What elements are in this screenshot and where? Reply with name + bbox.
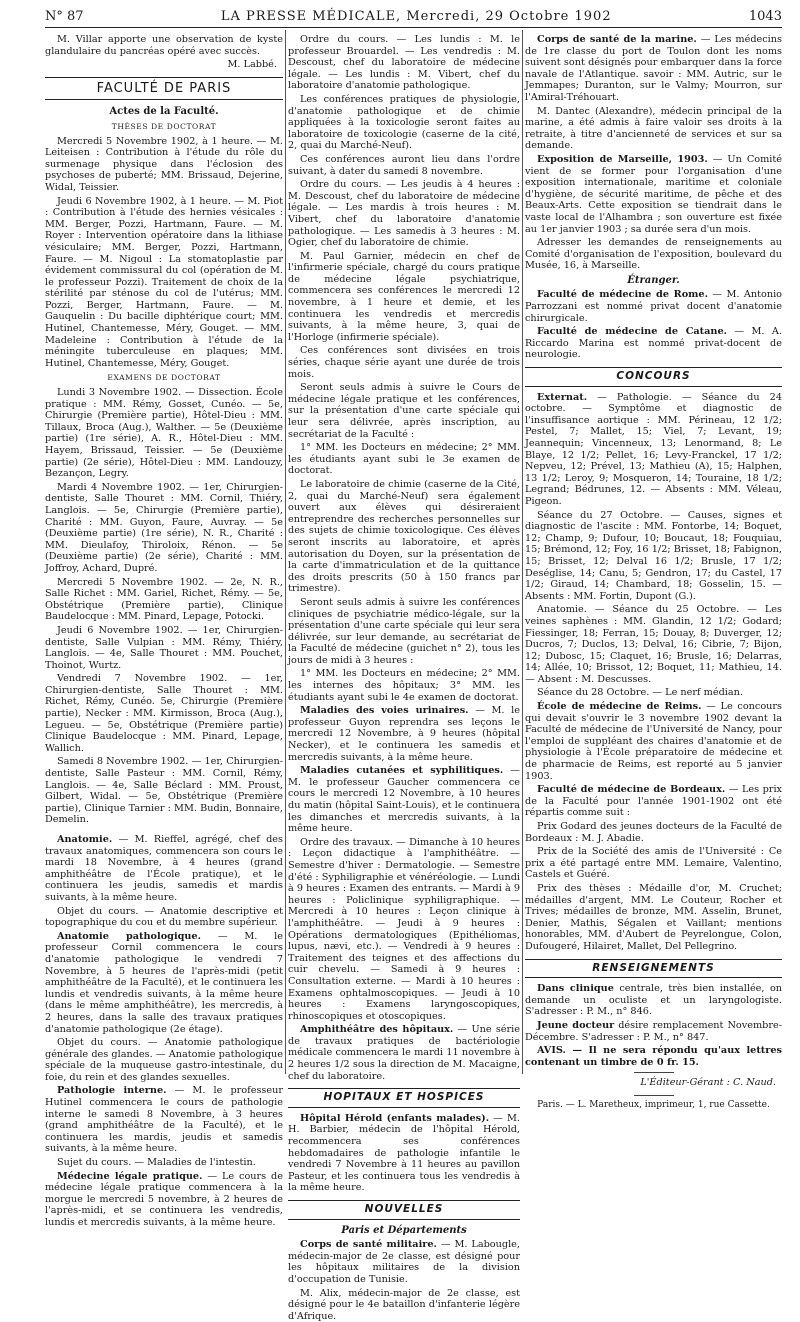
article-lead: Faculté de médecine de Catane. bbox=[537, 326, 728, 338]
separator bbox=[634, 1095, 674, 1096]
course-text: — M. le professeur Hutinel commencera le cours de pathologie interne le samedi 8 Novembre, à 3 heures (grand amphithéâtre de la Faculté), et le continuera les mardis, jeudis et samedis suivants, à la même heure. bbox=[45, 1085, 283, 1155]
concours-paragraph bbox=[525, 392, 782, 508]
thesis-paragraph: Jeudi 6 Novembre 1902, à 1 heure. — M. Piot : Contribution à l'étude des hernies vésicales : MM. Berger, Pozzi, Hartmann, Faure. — M. Royer : Intervention opératoire dans la lithiase vésiculaire; MM. Berger, Pozzi, Hartmann, Faure. — M. Nigoul : La stomatoplastie par évidement commissural du col (opération de M. le professeur Pozzi). Traitement de choix de la stérilité par sténose du col de l'utérus; MM. Pozzi, Berger, Hartmann, Faure. — M. Gauquelin : Du bacille diphtérique court; MM. Hutinel, Chantemesse, Méry, Gouget. — MM. Madeleine : Contribution à l'étude de la méningite tuberculeuse en plaques; MM. Hutinel, Chantemesse, Méry, Gouget. bbox=[45, 195, 283, 369]
theses-list bbox=[45, 136, 283, 370]
article-paragraph: Le laboratoire de chimie (caserne de la Cité, 2, quai du Marché-Neuf) sera également ouvert aux élèves qui désireraient entreprendre des recherches personnelles sur des sujets de chimie toxicologique. Ces élèves seront inscrits au laboratoire, et après autorisation du Doyen, sur la présentation de la carte d'immatriculation et de la quittance des droits prescrits (50 à 150 francs par trimestre). bbox=[288, 478, 520, 595]
thesis-paragraph: Mercredi 5 Novembre 1902, à 1 heure. — M. Leiteisen : Contribution à l'étude du rôle du surmenage physique dans l'éclosion des psychoses de puberté; MM. Brissaud, Dejerine, Widal, Teissier. bbox=[45, 135, 283, 193]
course-lead: Pathologie interne. bbox=[57, 1085, 167, 1097]
article-paragraph bbox=[288, 765, 520, 835]
article-text: — M. le professeur Gaucher commencera ce cours le mercredi 12 Novembre, à 10 heures du matin (hôpital Saint-Louis), et le continuera les dimanches et mercredis suivants, à la même heure. bbox=[288, 765, 520, 835]
hospitals-heading: HOPITAUX ET HOSPICES bbox=[288, 1088, 520, 1108]
notice-paragraph bbox=[525, 1045, 782, 1068]
exam-paragraph: Mercredi 5 Novembre 1902. — 2e, N. R., Salle Richet : MM. Gariel, Richet, Rémy. — 5e, Obstétrique (Première partie), Clinique Baudelocque : MM. Pinard, Lepage, Potocki. bbox=[45, 576, 283, 623]
folio-number: 1043 bbox=[748, 8, 782, 24]
article-paragraph bbox=[288, 705, 520, 763]
article-paragraph: M. Paul Garnier, médecin en chef de l'infirmerie spéciale, chargé du cours pratique de médecine légale psychiatrique, commencera ses conférences le mercredi 12 novembre, à 1 heure et demie, et les continuera les vendredis et mercredis suivants, à la même heure, 3, quai de l'Horloge (infirmerie spéciale). bbox=[288, 250, 520, 343]
article-lead: Amphithéâtre des hôpitaux. bbox=[300, 1024, 454, 1036]
article-text: — Une série de travaux pratiques de bactériologie médicale commencera le mardi 11 novembre à 2 heures 1/2 sous la direction de M. Macaigne, chef du laboratoire. bbox=[288, 1024, 520, 1082]
concours-paragraph bbox=[525, 784, 782, 819]
printer-line: Paris. — L. Maretheux, imprimeur, 1, rue Cassette. bbox=[537, 1099, 770, 1110]
herold-paragraph bbox=[288, 1113, 520, 1194]
ad-paragraph bbox=[525, 983, 782, 1018]
news-paragraph bbox=[525, 154, 782, 235]
article-paragraph: Ces conférences auront lieu dans l'ordre suivant, à dater du samedi 8 novembre. bbox=[288, 153, 520, 177]
concours-paragraph bbox=[525, 701, 782, 782]
course-lead: Anatomie. bbox=[57, 834, 113, 845]
course-paragraph bbox=[45, 834, 283, 904]
article-lead: Dans clinique bbox=[537, 983, 614, 995]
concours-paragraph: Prix de la Société des amis de l'Université : Ce prix a été partagé entre MM. Lemaire, Valentino, Castels et Guéré. bbox=[525, 846, 782, 881]
article-lead: Maladies cutanées et syphilitiques. bbox=[300, 765, 504, 777]
article-text: désire remplacement Novembre-Décembre. S'adresser : P. M., n° 847. bbox=[525, 1019, 782, 1043]
article-paragraph: Ces conférences sont divisées en trois séries, chaque série ayant une durée de trois mois. bbox=[288, 345, 520, 380]
article-text: — M. Antonio Parrozzani est nommé privat docent d'anatomie chirurgicale. bbox=[525, 289, 783, 324]
separator bbox=[634, 1072, 674, 1073]
exams-heading: EXAMENS DE DOCTORAT bbox=[107, 373, 221, 383]
article-text: — Pathologie. — Séance du 24 octobre. — Symptôme et diagnostic de l'insuffisance aortique : MM. Périneau, 12 1/2; Pestel, 7; Mallet, 15; Viel, 7; Levant, 19; Jeannequin; Vincenneux, 13; Lenormand, 8; Le Blaye, 12 1/2; Pellet, 16; Levy-Franckel, 17 1/2; Nepveu, 12; Prével, 13; Mathieu (A), 15; Halphen, 13 1/2; Leroy, 9; Mosqueron, 14; Touraine, 18 1/2; Legrand; Bédrunes, 12. — Absents : MM. Véleau, Pigeon. bbox=[525, 391, 782, 507]
article-paragraph: 1° MM. les Docteurs en médecine; 2° MM. les internes des hôpitaux; 3° MM. les étudiants ayant subi le 4e examen de doctorat. bbox=[288, 668, 520, 703]
article-lead: Faculté de médecine de Rome. bbox=[537, 289, 708, 301]
news-heading: NOUVELLES bbox=[288, 1200, 520, 1220]
article-text: centrale, très bien installée, on demande un oculiste et un laryngologiste. S'adresser : P. M., n° 846. bbox=[525, 983, 783, 1018]
exams-list bbox=[45, 387, 283, 826]
article-text: — M. Labougle, médecin-major de 2e classe, est désigné pour les hôpitaux militaires de la division d'occupation de Tunisie. bbox=[288, 1239, 520, 1285]
exam-paragraph: Vendredi 7 Novembre 1902. — 1er, Chirurgien-dentiste, Salle Thouret : MM. Richet, Rémy, Cunéo. 5e, Chirurgie (Première partie), Necker : MM. Kirmisson, Broca (Aug.), Legueu. — 5e, Obstétrique (Première partie) Clinique Baudelocque : MM. Pinard, Lepage, Wallich. bbox=[45, 673, 283, 754]
course-paragraph bbox=[45, 1171, 283, 1229]
exam-paragraph: Jeudi 6 Novembre 1902. — 1er, Chirurgien-dentiste, Salle Vulpian : MM. Rémy, Thiéry, Langlois. — 4e, Salle Thouret : MM. Pouchet, Thoinot, Wurtz. bbox=[45, 624, 283, 671]
article-lead: Hôpital Hérold (enfants malades). bbox=[300, 1112, 490, 1124]
article-text: — M. H. Barbier, médecin de l'hôpital Hérold, recommencera ses conférences hebdomadaires de pathologie infantile le vendredi 7 Novembre à 11 heures au pavillon Pasteur, et les continuera tous les vendredis à la même heure. bbox=[288, 1112, 520, 1194]
villar-paragraph: M. Villar apporte une observation de kyste glandulaire du pancréas opéré avec succès. bbox=[45, 34, 283, 57]
article-paragraph: Ordre du cours. — Les jeudis à 4 heures : M. Descoust, chef du laboratoire de médecine légale. — Les mardis à trois heures : M. Vibert, chef du laboratoire d'anatomie pathologique. — Les samedis à 3 heures : M. Ogier, chef du laboratoire de chimie. bbox=[288, 179, 520, 249]
news-paragraph bbox=[525, 326, 782, 361]
etranger-heading: Étranger. bbox=[627, 274, 680, 286]
journal-title: LA PRESSE MÉDICALE, Mercredi, 29 Octobre 1902 bbox=[220, 8, 612, 24]
course-paragraph bbox=[45, 1085, 283, 1155]
course-lead: Médecine légale pratique. bbox=[57, 1170, 203, 1182]
course-paragraph bbox=[45, 1157, 283, 1169]
concours-paragraph: Prix des thèses : Médaille d'or, M. Cruchet; médailles d'argent, MM. Le Couteur, Rocher et Trives; médailles de bronze, MM. Asselin, Brunet, Denier, Mathis, Ségalen et Vaillant; mentions honorables, MM. d'Aubert de Peyrelongue, Colon, Dufougeré, Hilairet, Mallet, Del Pellegrino. bbox=[525, 882, 782, 952]
concours-paragraph: Anatomie. — Séance du 25 Octobre. — Les veines saphènes : MM. Glandin, 12 1/2; Godard; Fiessinger, 18; Ferran, 15; Douay, 8; Duverger, 12; Ducros, 7; Duclos, 13; Delval, 16; Cibrie, 7; Bijon, 12; Dubosc, 15; Claquet, 16; Brusle, 16; Delarras, 14; Allée, 10; Brissot, 12; Boquet, 11; Mathieu, 14. — Absent : M. Descusses. bbox=[525, 604, 782, 685]
page-number: N° 87 bbox=[45, 8, 84, 24]
exam-paragraph: Samedi 8 Novembre 1902. — 1er, Chirurgien-dentiste, Salle Pasteur : MM. Cornil, Rémy, Langlois. — 4e, Salle Béclard : MM. Proust, Gilbert, Widal. — 5e, Obstétrique (Première partie), Clinique Tarnier : MM. Budin, Bonnaire, Demelin. bbox=[45, 756, 283, 826]
news-paragraph bbox=[288, 1239, 520, 1285]
article-paragraph: 1° MM. les Docteurs en médecine; 2° MM. les étudiants ayant subi le 3e examen de doctorat. bbox=[288, 442, 520, 477]
header-rule bbox=[45, 27, 782, 28]
article-paragraph bbox=[288, 1024, 520, 1082]
news-paragraph: M. Dantec (Alexandre), médecin principal de la marine, a été admis à faire valoir ses droits à la retraite, à titre d'ancienneté de services et sur sa demande. bbox=[525, 105, 782, 152]
paris-departements-heading: Paris et Départements bbox=[341, 1224, 467, 1236]
article-paragraph: Ordre du cours. — Les lundis : M. le professeur Brouardel. — Les vendredis : M. Descoust, chef du laboratoire de médecine légale. — Les lundis : M. Vibert, chef du laboratoire d'anatomie pathologique. bbox=[288, 34, 520, 92]
article-paragraph: Seront seuls admis à suivre le Cours de médecine légale pratique et les conférences, sur la présentation d'une carte spéciale qui leur sera délivrée, après inscription, au secrétariat de la Faculté : bbox=[288, 382, 520, 440]
news-paragraph bbox=[525, 289, 782, 324]
course-text: — M. le professeur Cornil commencera le cours d'anatomie pathologique le vendredi 7 Novembre, à 5 heures de l'après-midi (petit amphithéâtre de la Faculté), et le continuera les lundis et vendredis suivants, à la même heure (dans le même amphithéâtre), les mercredis, à 2 heures, dans la salle des travaux pratiques d'anatomie pathologique (2e étage). bbox=[45, 930, 284, 1035]
ad-paragraph bbox=[525, 1020, 782, 1043]
article-lead: Faculté de médecine de Bordeaux. bbox=[537, 784, 726, 796]
column-divider bbox=[522, 30, 523, 1074]
actes-heading: Actes de la Faculté. bbox=[109, 106, 219, 118]
course-lead: Anatomie pathologique. bbox=[57, 930, 201, 942]
concours-paragraph: Prix Godard des jeunes docteurs de la Faculté de Bordeaux : M. J. Abadie. bbox=[525, 821, 782, 844]
course-text: Sujet du cours. — Maladies de l'intestin. bbox=[57, 1157, 256, 1169]
course-text: — M. Rieffel, agrégé, chef des travaux anatomiques, commencera son cours le mardi 18 Novembre, à 4 heures (grand amphithéâtre de l'École pratique), et le continuera les jeudis, samedis et mardis suivants, à la même heure. bbox=[45, 834, 283, 903]
concours-paragraph: Séance du 27 Octobre. — Causes, signes et diagnostic de l'ascite : MM. Fontorbe, 14; Boquet, 12; Champ, 9; Dufour, 10; Boucaut, 18; Fouquiau, 15; Brémond, 12; Foy, 16 1/2; Brisset, 18; Fabignon, 15; Brisset, 12; Delval 16 1/2; Brusle, 17 1/2; Deséglise, 14; Canu, 5; Gendron, 17; du Castel, 17 1/2; Giraud, 14; Chambard, 18; Gosselin, 15. — Absents : MM. Fortin, Dupont (G.). bbox=[525, 509, 782, 602]
exam-paragraph: Lundi 3 Novembre 1902. — Dissection. École pratique : MM. Rémy, Gosset, Cunéo. — 5e, Chirurgie (Première partie), Hôtel-Dieu : MM. Tillaux, Broca (Aug.), Walther. — 5e (Deuxième partie) (1re série), A. R., Hôtel-Dieu : MM. Hayem, Brissaud, Teissier. — 5e (Deuxième partie) (2e série), Hôtel-Dieu : MM. Landouzy, Bezançon, Legry. bbox=[45, 387, 283, 480]
course-paragraph bbox=[45, 906, 283, 929]
article-paragraph: Seront seuls admis à suivre les conférences cliniques de psychiatrie médico-légale, sur la présentation d'une carte spéciale qui leur sera délivrée, sur leur demande, au secrétariat de la Faculté de médecine (guichet n° 2), tous les jours de midi à 3 heures : bbox=[288, 596, 520, 666]
article-lead: École de médecine de Reims. bbox=[537, 701, 702, 713]
news-paragraph: Adresser les demandes de renseignements au Comité d'organisation de l'exposition, boulevard du Musée, 16, à Marseille. bbox=[525, 237, 782, 272]
courses-list bbox=[45, 834, 283, 1229]
article-text: — Les médecins de 1re classe du port de Toulon dont les noms suivent sont désignés pour embarquer dans la force navale de l'Atlantique. savoir : MM. Autric, sur le Jemmapes; Duranton, sur le Valmy; Mourron, sur l'Amiral-Tréhouart. bbox=[525, 34, 782, 103]
article-lead: Maladies des voies urinaires. bbox=[300, 705, 469, 717]
renseignements-heading: RENSEIGNEMENTS bbox=[525, 959, 782, 979]
news-paragraph: M. Alix, médecin-major de 2e classe, est désigné pour le 4e bataillon d'infanterie légère d'Afrique. bbox=[288, 1287, 520, 1322]
theses-heading: THÈSES DE DOCTORAT bbox=[111, 121, 217, 131]
page-header bbox=[45, 6, 782, 26]
article-lead: Corps de santé militaire. bbox=[300, 1239, 437, 1251]
column-1 bbox=[45, 34, 284, 1228]
exam-paragraph: Mardi 4 Novembre 1902. — 1er, Chirurgien-dentiste, Salle Thouret : MM. Cornil, Thiéry, Langlois. — 5e, Chirurgie (Première partie), Charité : MM. Guyon, Faure, Auvray. — 5e (Deuxième partie) (1re série), N. R., Charité : MM. Dieulafoy, Thiroloix, Rénon. — 5e (Deuxième partie) (2e série), Charité : MM. Joffroy, Achard, Dupré. bbox=[45, 481, 283, 574]
faculty-continued bbox=[288, 34, 520, 1082]
column-3 bbox=[525, 34, 783, 1110]
editor-line: L'Éditeur-Gérant : C. Naud. bbox=[640, 1077, 776, 1089]
article-text: — M. le professeur Guyon reprendra ses leçons le mercredi 12 Novembre, à 9 heures (hôpital Necker), et le continuera les samedis et mercredis suivants, à la même heure. bbox=[288, 705, 520, 763]
article-lead: Corps de santé de la marine. bbox=[537, 34, 697, 45]
article-text: — Le concours qui devait s'ouvrir le 3 novembre 1902 devant la Faculté de médecine de l'Université de Nancy, pour l'emploi de suppléant des chaires d'anatomie et de physiologie à l'École préparatoire de médecine et de pharmacie de Reims, est reporté au 5 janvier 1903. bbox=[525, 701, 782, 782]
article-lead: Exposition de Marseille, 1903. bbox=[537, 153, 708, 165]
course-text: — Le cours de médecine légale pratique commencera à la morgue le mercredi 5 novembre, à 2 heures de l'après-midi, et se continuera les vendredis, lundis et mercredis suivants, à la même heure. bbox=[45, 1170, 283, 1228]
article-lead: Externat. bbox=[537, 391, 588, 403]
article-text: — Les prix de la Faculté pour l'année 1901-1902 ont été répartis comme suit : bbox=[525, 784, 783, 819]
course-text: Objet du cours. — Anatomie descriptive et topographique du cou et du membre supérieur. bbox=[45, 905, 283, 929]
faculty-heading: FACULTÉ DE PARIS bbox=[45, 77, 283, 101]
course-text: Objet du cours. — Anatomie pathologique générale des glandes. — Anatomie pathologique spéciale de la muqueuse gastro-intestinale, du foie, du rein et des glandes sexuelles. bbox=[45, 1037, 283, 1083]
article-paragraph: Les conférences pratiques de physiologie, d'anatomie pathologique et de chimie appliquées à la toxicologie seront faites au laboratoire de toxicologie (caserne de la cité, 2, quai du Marché-Neuf). bbox=[288, 93, 520, 152]
article-paragraph: Ordre des travaux. — Dimanche à 10 heures : Leçon didactique à l'amphithéâtre. — Semestre d'hiver : Dermatologie. — Semestre d'été : Syphiligraphie et vénéréologie. — Lundi à 9 heures : Examen des entrants. — Mardi à 9 heures : Policlinique syphiligraphique. — Mercredi à 10 heures : Leçon clinique à l'amphithéâtre. — Jeudi à 9 heures : Opérations dermatologiques (Epithéliomas, lupus, nævi, etc.). — Vendredi à 9 heures : Traitement des teignes et des affections du cuir chevelu. — Samedi à 9 heures : Consultation externe. — Mardi à 10 heures : Examens ophtalmoscopiques. — Jeudi à 10 heures : Examens laryngoscopiques, rhinoscopiques et otoscopiques. bbox=[288, 836, 520, 1022]
concours-heading: CONCOURS bbox=[525, 367, 782, 387]
course-paragraph bbox=[45, 1037, 283, 1083]
column-divider bbox=[285, 30, 286, 1074]
column-2 bbox=[288, 34, 520, 1322]
course-paragraph bbox=[45, 931, 283, 1035]
concours-paragraph: Séance du 28 Octobre. — Le nerf médian. bbox=[537, 687, 743, 699]
article-lead: AVIS. — Il ne sera répondu qu'aux lettres contenant un timbre de 0 fr. 15. bbox=[525, 1045, 782, 1068]
signature-labbe: M. Labbé. bbox=[227, 59, 277, 71]
article-text: — Un Comité vient de se former pour l'organisation d'une exposition internationale, maritime et coloniale d'hygiène, de sécurité maritime, de pêche et des Beaux-Arts. Cette exposition se tiendrait dans le vaste local de l'Alhambra ; son ouverture est fixée au 1er janvier 1903 ; sa durée sera d'un mois. bbox=[525, 153, 782, 235]
article-lead: Jeune docteur bbox=[537, 1019, 615, 1031]
news-paragraph bbox=[525, 34, 782, 104]
article-text: — M. A. Riccardo Marina est nommé privat-docent de neurologie. bbox=[525, 326, 782, 361]
